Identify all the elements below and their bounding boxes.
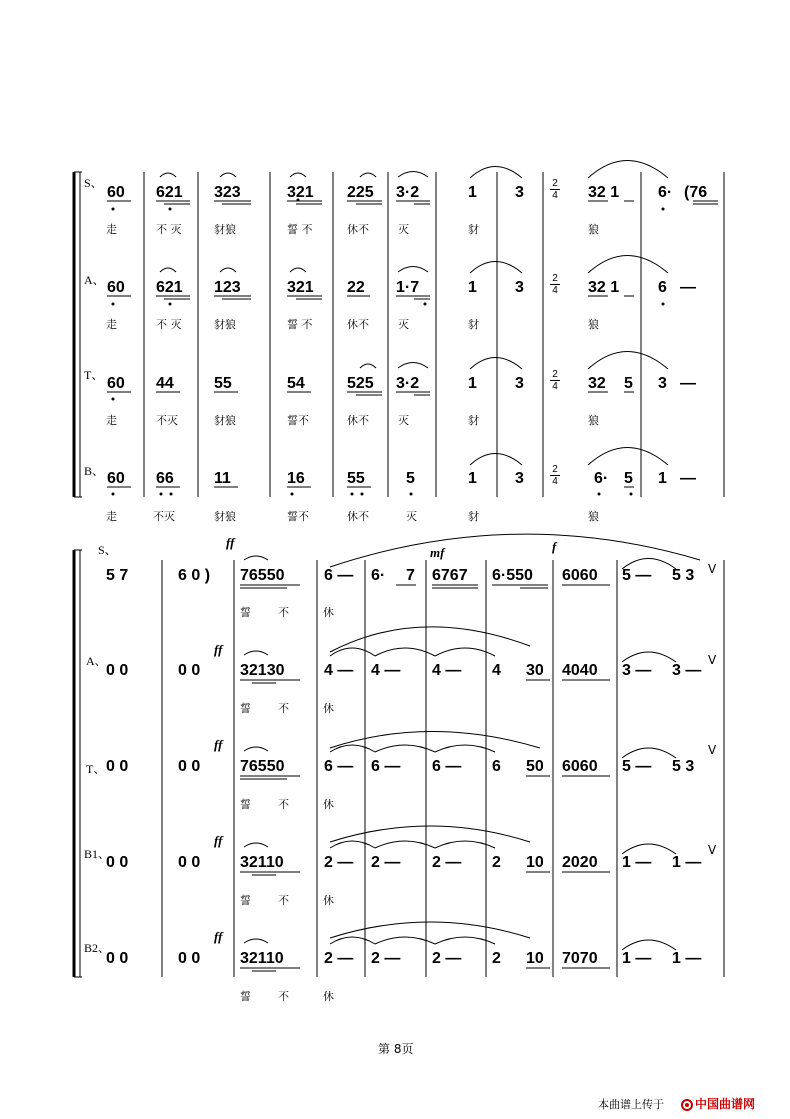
lyric: 狼: [588, 510, 599, 523]
dynamic-ff: ff: [226, 535, 235, 550]
note-group: 1 —: [622, 854, 652, 871]
part-label-tenor: T、: [86, 762, 106, 776]
note-group: 50: [526, 758, 544, 775]
time-signature: [550, 178, 560, 201]
upload-note: 本曲谱上传于: [598, 1098, 664, 1111]
note-group: 0 0: [106, 662, 129, 679]
dynamic-ff: ff: [214, 737, 223, 752]
time-signature-top: 2: [552, 369, 558, 380]
note-group: 7070: [562, 950, 598, 967]
time-signature-bottom: 4: [552, 381, 558, 392]
note-group: 2020: [562, 854, 598, 871]
note-group: —: [680, 375, 696, 392]
note-group: 3 —: [622, 662, 652, 679]
time-signature-bottom: 4: [552, 285, 558, 296]
time-signature-top: 2: [552, 273, 558, 284]
note-group: —: [680, 279, 696, 296]
note-group: 0 0: [106, 758, 129, 775]
note-group: 3: [658, 375, 667, 392]
note-group: 0 0: [178, 662, 201, 679]
note-group: 2: [492, 950, 501, 967]
note-group: 3: [515, 375, 524, 392]
note-group: 66: [156, 470, 174, 487]
note-group: 621: [156, 279, 183, 296]
lyric: 休不: [347, 223, 369, 236]
lyric: 豺狼: [214, 223, 236, 236]
note-group: 6 —: [432, 758, 462, 775]
note-group: 10: [526, 854, 544, 871]
note-group: 5 7: [106, 567, 129, 584]
lyric: 休: [323, 606, 334, 619]
note-group: 6 —: [371, 758, 401, 775]
breath-mark: V: [708, 653, 717, 667]
note-group: 6·: [658, 184, 673, 201]
note-group: 3·2: [396, 375, 420, 392]
lyric: 豺狼: [214, 318, 236, 331]
note-group: 6060: [562, 567, 598, 584]
lyric: 不灭: [156, 414, 178, 427]
lyric: 誓 不: [287, 318, 313, 331]
site-logo-icon: [681, 1096, 693, 1108]
note-group: (76: [684, 184, 708, 201]
note-group: 1: [658, 470, 667, 487]
lyric: 誓: [240, 894, 251, 907]
lyric: 灭: [398, 318, 409, 331]
note-group: 1 —: [622, 950, 652, 967]
note-group: 32: [588, 375, 606, 392]
note-group: 4: [492, 662, 501, 679]
note-group: 5: [624, 375, 633, 392]
breath-mark: V: [708, 743, 717, 757]
breath-mark: V: [708, 843, 717, 857]
lyric: 走: [106, 510, 117, 523]
note-group: 3: [515, 470, 524, 487]
time-signature-bottom: 4: [552, 190, 558, 201]
note-group: 6 —: [324, 758, 354, 775]
lyric: 誓: [240, 702, 251, 715]
note-group: 6·550: [492, 567, 533, 584]
note-group: 4 —: [432, 662, 462, 679]
note-group: 5 —: [622, 758, 652, 775]
note-group: 3 —: [672, 662, 702, 679]
lyric: 誓: [240, 990, 251, 1003]
note-group: 5: [624, 470, 633, 487]
note-group: 4 —: [371, 662, 401, 679]
lyric: 走: [106, 318, 117, 331]
note-group: 7: [406, 567, 415, 584]
lyric: 豺狼: [214, 414, 236, 427]
lyric: 不: [278, 990, 289, 1003]
note-group: 5 —: [622, 567, 652, 584]
time-signature-top: 2: [552, 464, 558, 475]
note-group: 225: [347, 184, 374, 201]
note-group: 6: [492, 758, 501, 775]
lyric: 不 灭: [156, 318, 182, 331]
note-group: 5 3: [672, 758, 695, 775]
dynamic-ff: ff: [214, 833, 223, 848]
note-group: 10: [526, 950, 544, 967]
note-group: 0 0: [178, 758, 201, 775]
lyric: 休: [323, 990, 334, 1003]
note-group: 22: [347, 279, 365, 296]
lyric: 狼: [588, 223, 599, 236]
note-group: —: [680, 470, 696, 487]
time-signature-top: 2: [552, 178, 558, 189]
lyric: 豺狼: [214, 510, 236, 523]
part-label-alto: A、: [84, 273, 105, 287]
note-group: 6: [658, 279, 667, 296]
note-group: 1: [468, 375, 477, 392]
note-group: 4040: [562, 662, 598, 679]
note-group: 11: [214, 470, 231, 487]
breath-mark: V: [708, 562, 717, 576]
time-signature: [550, 273, 560, 296]
note-group: 2: [492, 854, 501, 871]
note-group: 6·: [371, 567, 386, 584]
note-group: 2 —: [324, 950, 354, 967]
time-signature-bottom: 4: [552, 476, 558, 487]
lyric: 不灭: [153, 510, 175, 523]
note-group: 321: [287, 184, 314, 201]
note-group: 16: [287, 470, 305, 487]
lyric: 豺: [468, 318, 479, 331]
part-label-alto: A、: [86, 654, 107, 668]
note-group: 2 —: [324, 854, 354, 871]
lyric: 灭: [406, 510, 417, 523]
note-group: 55: [214, 375, 232, 392]
part-label-soprano: S、: [98, 543, 117, 557]
note-group: 32 1: [588, 184, 620, 201]
lyric: 走: [106, 223, 117, 236]
lyric: 休不: [347, 414, 369, 427]
note-group: 60: [107, 184, 125, 201]
dynamic-f: f: [552, 539, 557, 554]
note-group: 6 0 ): [178, 567, 211, 584]
note-group: 123: [214, 279, 241, 296]
note-group: 2 —: [432, 854, 462, 871]
part-label-bass-1: B1、: [84, 847, 111, 861]
note-group: 32110: [240, 950, 284, 967]
note-group: 0 0: [106, 950, 129, 967]
note-group: 6·: [594, 470, 609, 487]
note-group: 3: [515, 184, 524, 201]
note-group: 323: [214, 184, 241, 201]
note-group: 6 —: [324, 567, 354, 584]
note-group: 0 0: [178, 854, 201, 871]
note-group: 1: [468, 470, 477, 487]
page-number: 第 8页: [378, 1042, 414, 1056]
note-group: 30: [526, 662, 544, 679]
note-group: 525: [347, 375, 374, 392]
note-group: 55: [347, 470, 365, 487]
note-group: 621: [156, 184, 183, 201]
note-group: 0 0: [106, 854, 129, 871]
part-label-bass: B、: [84, 464, 105, 478]
note-group: 4 —: [324, 662, 354, 679]
note-group: 321: [287, 279, 314, 296]
note-group: 44: [156, 375, 174, 392]
lyric: 誓: [240, 798, 251, 811]
lyric: 休: [323, 702, 334, 715]
note-group: 5 3: [672, 567, 695, 584]
lyric: 狼: [588, 414, 599, 427]
note-group: 60: [107, 375, 125, 392]
lyric: 不: [278, 798, 289, 811]
note-group: 1 —: [672, 854, 702, 871]
dynamic-ff: ff: [214, 642, 223, 657]
lyric: 誓不: [287, 414, 309, 427]
note-group: 6060: [562, 758, 598, 775]
lyric: 豺: [468, 223, 479, 236]
lyric: 誓不: [287, 510, 309, 523]
lyric: 灭: [398, 414, 409, 427]
note-group: 76550: [240, 758, 285, 775]
note-group: 2 —: [432, 950, 462, 967]
note-group: 1·7: [396, 279, 420, 296]
lyric: 休不: [347, 510, 369, 523]
part-label-soprano: S、: [84, 176, 103, 190]
time-signature: [550, 369, 560, 392]
site-name[interactable]: 中国曲谱网: [695, 1097, 756, 1111]
note-group: 2 —: [371, 854, 401, 871]
note-group: 1: [468, 184, 477, 201]
lyric: 豺: [468, 510, 479, 523]
lyric: 休: [323, 798, 334, 811]
lyric: 豺: [468, 414, 479, 427]
lyric: 休: [323, 894, 334, 907]
note-group: 2 —: [371, 950, 401, 967]
lyric: 走: [106, 414, 117, 427]
dynamic-mf: mf: [430, 545, 445, 560]
part-label-tenor: T、: [84, 368, 104, 382]
dynamic-ff: ff: [214, 929, 223, 944]
note-group: 1 —: [672, 950, 702, 967]
note-group: 3: [515, 279, 524, 296]
note-group: 32 1: [588, 279, 620, 296]
lyric: 不: [278, 606, 289, 619]
lyric: 不: [278, 702, 289, 715]
note-group: 1: [468, 279, 477, 296]
note-group: 3·2: [396, 184, 420, 201]
note-group: 54: [287, 375, 305, 392]
lyric: 灭: [398, 223, 409, 236]
lyric: 休不: [347, 318, 369, 331]
lyric: 不 灭: [156, 223, 182, 236]
note-group: 32110: [240, 854, 284, 871]
lyric: 誓: [240, 606, 251, 619]
note-group: 60: [107, 470, 125, 487]
note-group: 5: [406, 470, 415, 487]
note-group: 60: [107, 279, 125, 296]
time-signature: [550, 464, 560, 487]
note-group: 6767: [432, 567, 468, 584]
lyric: 狼: [588, 318, 599, 331]
note-group: 0 0: [178, 950, 201, 967]
note-group: 32130: [240, 662, 285, 679]
part-label-bass-2: B2、: [84, 941, 111, 955]
note-group: 76550: [240, 567, 285, 584]
lyric: 不: [278, 894, 289, 907]
lyric: 誓 不: [287, 223, 313, 236]
